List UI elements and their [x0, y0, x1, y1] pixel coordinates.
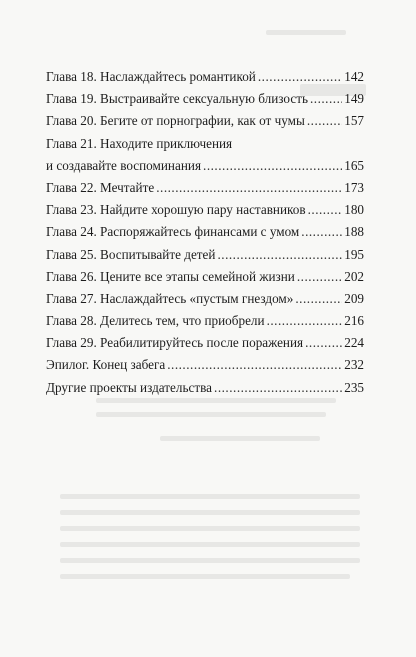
bleed-through-line	[60, 526, 360, 531]
toc-entry	[46, 221, 364, 243]
toc-entry-title: Другие проекты издательства	[46, 379, 213, 395]
toc-entry-page: 173	[344, 179, 364, 195]
toc-entry-page: 232	[344, 357, 364, 373]
toc-entry	[46, 354, 364, 376]
toc-entry-title: Эпилог. Конец забега	[46, 357, 166, 373]
toc-leader-dots	[297, 266, 342, 288]
toc-entry-page: 202	[344, 268, 364, 284]
toc-leader-dots	[156, 177, 342, 199]
toc-entry-page: 142	[344, 69, 364, 84]
toc-entry-page: 157	[344, 113, 364, 129]
toc-entry-continuation	[46, 155, 364, 177]
toc-entry-title: и создавайте воспоминания	[46, 157, 202, 173]
toc-leader-dots	[217, 244, 342, 266]
toc-entry-title: Глава 21. Находите приключения	[46, 135, 233, 151]
toc-entry	[46, 332, 364, 354]
toc-entry	[46, 199, 364, 221]
toc-entry	[46, 244, 364, 266]
toc-leader-dots	[310, 88, 342, 110]
toc-leader-dots	[258, 66, 342, 88]
toc-leader-dots	[308, 199, 343, 221]
toc-entry-title: Глава 18. Наслаждайтесь романтикой	[46, 69, 256, 84]
toc-leader-dots	[305, 332, 342, 354]
toc-entry	[46, 66, 364, 88]
toc-entry-title: Глава 25. Воспитывайте детей	[46, 246, 216, 262]
toc-entry-page: 180	[344, 202, 364, 218]
toc-entry-title: Глава 20. Бегите от порнографии, как от чумы	[46, 113, 305, 129]
toc-entry-title: Глава 26. Цените все этапы семейной жизни	[46, 268, 295, 284]
toc-entry-title: Глава 22. Мечтайте	[46, 179, 155, 195]
toc-leader-dots	[307, 110, 342, 132]
toc-entry-title: Глава 27. Наслаждайтесь «пустым гнездом»	[46, 290, 294, 306]
toc-entry-title: Глава 24. Распоряжайтесь финансами с умом	[46, 224, 300, 240]
toc-entry-page: 209	[344, 290, 364, 306]
bleed-through-line	[60, 510, 360, 515]
table-of-contents	[46, 66, 364, 399]
bleed-through-line	[96, 412, 326, 417]
toc-entry	[46, 288, 364, 310]
toc-entry	[46, 88, 364, 110]
toc-leader-dots	[214, 377, 342, 399]
toc-entry-page: 224	[344, 335, 364, 351]
bleed-through-line	[60, 542, 360, 547]
toc-entry-title: Глава 29. Реабилитируйтесь после поражения	[46, 335, 304, 351]
toc-leader-dots	[267, 310, 343, 332]
toc-entry	[46, 310, 364, 332]
toc-entry-title: Глава 28. Делитесь тем, что приобрели	[46, 313, 265, 329]
bleed-through-line	[60, 574, 350, 579]
toc-entry-page: 149	[344, 91, 364, 107]
toc-entry	[46, 177, 364, 199]
bleed-through-line	[60, 494, 360, 499]
bleed-through-line	[160, 436, 320, 441]
toc-entry	[46, 110, 364, 132]
toc-entry-page: 216	[344, 313, 364, 329]
toc-entry-title: Глава 23. Найдите хорошую пару наставников	[46, 202, 306, 218]
toc-entry-title: Глава 19. Выстраивайте сексуальную близость	[46, 91, 308, 107]
toc-entry-page: 188	[344, 224, 364, 240]
toc-entry	[46, 377, 364, 399]
toc-leader-dots	[295, 288, 342, 310]
toc-leader-dots	[301, 221, 342, 243]
toc-entry-page: 195	[344, 246, 364, 262]
toc-leader-dots	[167, 354, 342, 376]
toc-entry-page: 235	[344, 379, 364, 395]
toc-entry	[46, 133, 364, 155]
toc-leader-dots	[203, 155, 342, 177]
bleed-through-header	[266, 30, 346, 35]
toc-entry	[46, 266, 364, 288]
bleed-through-line	[60, 558, 360, 563]
toc-entry-page: 165	[344, 157, 364, 173]
